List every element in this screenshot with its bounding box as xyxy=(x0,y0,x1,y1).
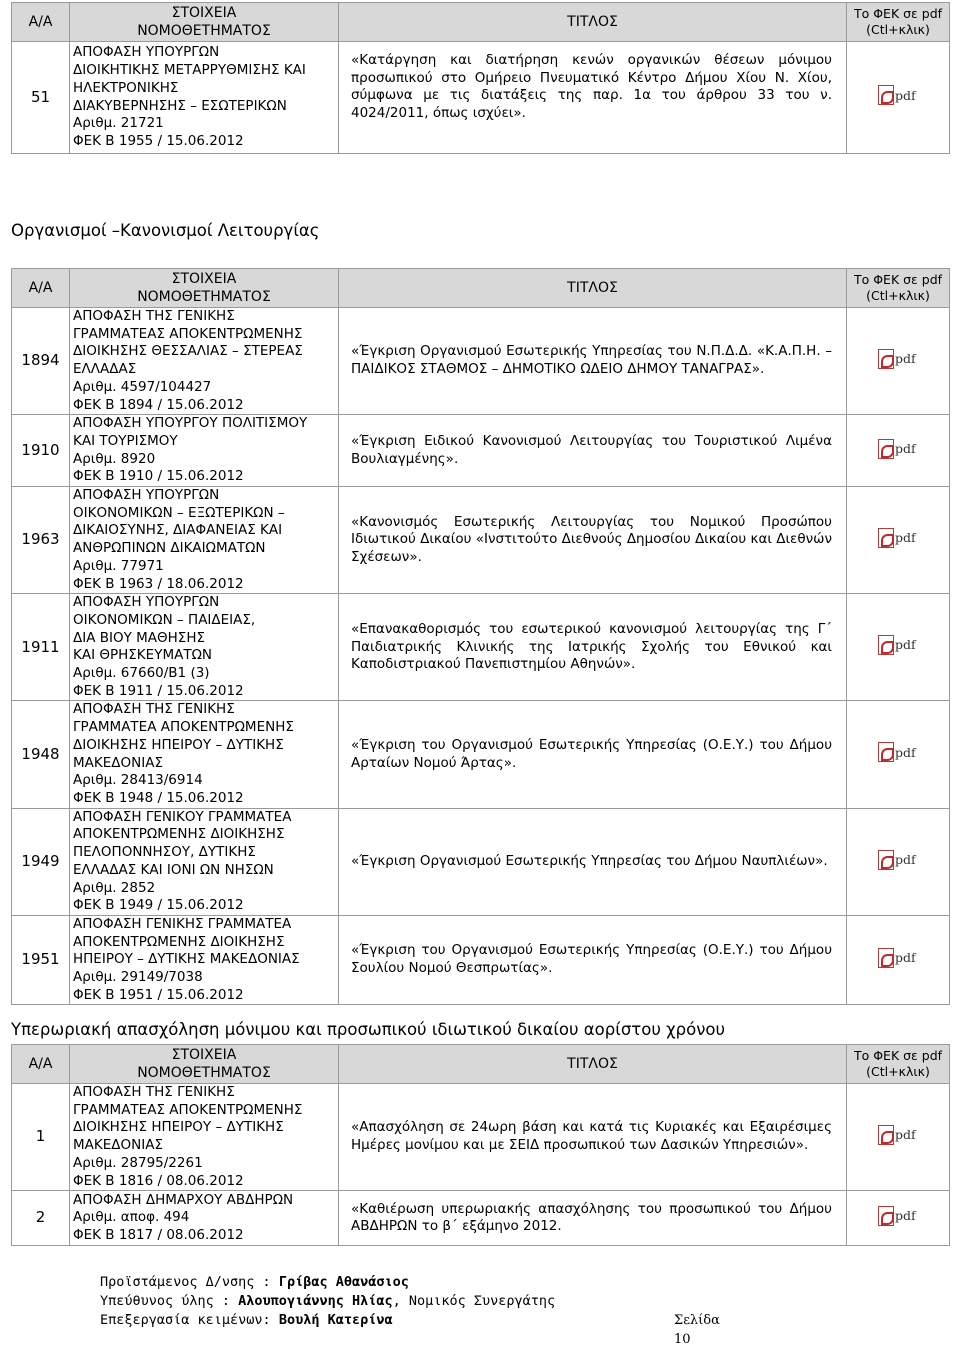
row-title: «Έγκριση του Οργανισμού Εσωτερικής Υπηρεσίας (Ο.Ε.Υ.) του Δήμου Σουλίου Νομού Θεσπρωτίας». xyxy=(339,915,847,1005)
row-aa: 51 xyxy=(12,42,70,154)
table-row xyxy=(12,701,950,808)
table-row xyxy=(12,487,950,594)
row-title: «Καθιέρωση υπερωριακής απασχόλησης του προσωπικού του Δήμου ΑΒΔΗΡΩΝ το β΄ εξάμηνο 2012. xyxy=(339,1191,847,1246)
row-pdf-cell xyxy=(847,42,950,154)
pdf-icon[interactable]: pdf xyxy=(878,527,918,550)
table-row xyxy=(12,42,950,154)
page-number: Σελίδα 10 xyxy=(674,1313,720,1347)
table-header xyxy=(12,1045,950,1084)
pdf-icon[interactable]: pdf xyxy=(878,1205,918,1228)
table-header xyxy=(12,269,950,308)
row-legislation: ΑΠΟΦΑΣΗ ΓΕΝΙΚΟΥ ΓΡΑΜΜΑΤΕΑ ΑΠΟΚΕΝΤΡΩΜΕΝΗΣ ΔΙΟΙΚΗΣΗΣ ΠΕΛΟΠΟΝΝΗΣΟΥ, ΔΥΤΙΚΗΣ ΕΛΛΑΔΑΣ ΚΑΙ ΙΟΝΙ ΩΝ ΝΗΣΩΝ Αριθμ. 2852 ΦΕΚ Β 1949 / 15.06.2012 xyxy=(70,808,339,915)
row-pdf-cell xyxy=(847,1191,950,1246)
table-row xyxy=(12,915,950,1005)
row-pdf-cell xyxy=(847,808,950,915)
pdf-icon[interactable]: pdf xyxy=(878,1124,918,1147)
row-aa: 1963 xyxy=(12,487,70,594)
pdf-icon[interactable]: pdf xyxy=(878,84,918,107)
header-pdf: Το ΦΕΚ σε pdf (Ctl+κλικ) xyxy=(847,3,950,42)
pdf-icon[interactable]: pdf xyxy=(878,848,918,871)
header-aa: Α/Α xyxy=(12,3,70,42)
row-pdf-cell xyxy=(847,701,950,808)
fek-table-2 xyxy=(11,268,950,1005)
row-pdf-cell xyxy=(847,308,950,415)
fek-table-1 xyxy=(11,2,950,154)
row-aa: 1910 xyxy=(12,415,70,487)
pdf-icon[interactable]: pdf xyxy=(878,437,918,460)
row-pdf-cell xyxy=(847,415,950,487)
table-row xyxy=(12,308,950,415)
row-legislation: ΑΠΟΦΑΣΗ ΥΠΟΥΡΓΟΥ ΠΟΛΙΤΙΣΜΟΥ ΚΑΙ ΤΟΥΡΙΣΜΟΥ Αριθμ. 8920 ΦΕΚ Β 1910 / 15.06.2012 xyxy=(70,415,339,487)
pdf-icon[interactable]: pdf xyxy=(878,947,918,970)
row-aa: 1949 xyxy=(12,808,70,915)
row-legislation: ΑΠΟΦΑΣΗ ΥΠΟΥΡΓΩΝ ΔΙΟΙΚΗΤΙΚΗΣ ΜΕΤΑΡΡΥΘΜΙΣΗΣ ΚΑΙ ΗΛΕΚΤΡΟΝΙΚΗΣ ΔΙΑΚΥΒΕΡΝΗΣΗΣ – ΕΣΩΤΕΡΙΚΩΝ Αριθμ. 21721 ΦΕΚ Β 1955 / 15.06.2012 xyxy=(70,42,339,154)
header-pdf: Το ΦΕΚ σε pdf (Ctl+κλικ) xyxy=(847,1045,950,1084)
row-title: «Έγκριση Οργανισμού Εσωτερικής Υπηρεσίας του Δήμου Ναυπλιέων». xyxy=(339,808,847,915)
header-aa: Α/Α xyxy=(12,269,70,308)
row-legislation: ΑΠΟΦΑΣΗ ΔΗΜΑΡΧΟΥ ΑΒΔΗΡΩΝ Αριθμ. αποφ. 494 ΦΕΚ Β 1817 / 08.06.2012 xyxy=(70,1191,339,1246)
header-titlos: ΤΙΤΛΟΣ xyxy=(339,269,847,308)
row-aa: 2 xyxy=(12,1191,70,1246)
row-aa: 1 xyxy=(12,1084,70,1191)
pdf-icon[interactable]: pdf xyxy=(878,634,918,657)
row-legislation: ΑΠΟΦΑΣΗ ΤΗΣ ΓΕΝΙΚΗΣ ΓΡΑΜΜΑΤΕΑΣ ΑΠΟΚΕΝΤΡΩΜΕΝΗΣ ΔΙΟΙΚΗΣΗΣ ΘΕΣΣΑΛΙΑΣ – ΣΤΕΡΕΑΣ ΕΛΛΑΔΑΣ Αριθμ. 4597/104427 ΦΕΚ Β 1894 / 15.06.2012 xyxy=(70,308,339,415)
row-title: «Κανονισμός Εσωτερικής Λειτουργίας του Νομικού Προσώπου Ιδιωτικού Δικαίου «Ινστιτούτο Διεθνούς Δημοσίου Δικαίου και Διεθνών Σχέσεων». xyxy=(339,487,847,594)
row-legislation: ΑΠΟΦΑΣΗ ΥΠΟΥΡΓΩΝ ΟΙΚΟΝΟΜΙΚΩΝ – ΠΑΙΔΕΙΑΣ, ΔΙΑ ΒΙΟΥ ΜΑΘΗΣΗΣ ΚΑΙ ΘΡΗΣΚΕΥΜΑΤΩΝ Αριθμ. 67660/Β1 (3) ΦΕΚ Β 1911 / 15.06.2012 xyxy=(70,594,339,701)
row-pdf-cell xyxy=(847,594,950,701)
page-footer xyxy=(100,1273,720,1347)
row-title: «Έγκριση Ειδικού Κανονισμού Λειτουργίας του Τουριστικού Λιμένα Βουλιαγμένης». xyxy=(339,415,847,487)
row-title: «Έγκριση Οργανισμού Εσωτερικής Υπηρεσίας του Ν.Π.Δ.Δ. «Κ.Α.Π.Η. – ΠΑΙΔΙΚΟΣ ΣΤΑΘΜΟΣ – ΔΗΜΟΤΙΚΟ ΩΔΕΙΟ ΔΗΜΟΥ ΤΑΝΑΓΡΑΣ». xyxy=(339,308,847,415)
row-title: «Κατάργηση και διατήρηση κενών οργανικών θέσεων μόνιμου προσωπικού στο Ομήρειο Πνευματικό Κέντρο Δήμου Χίου Ν. Χίου, σύμφωνα με τις διατάξεις της παρ. 1α του άρθρου 33 του ν. 4024/2011, όπως ισχύει». xyxy=(339,42,847,154)
table-row xyxy=(12,1191,950,1246)
table-row xyxy=(12,594,950,701)
row-aa: 1894 xyxy=(12,308,70,415)
header-stoixeia: ΣΤΟΙΧΕΙΑ ΝΟΜΟΘΕΤΗΜΑΤΟΣ xyxy=(70,269,339,308)
header-titlos: ΤΙΤΛΟΣ xyxy=(339,1045,847,1084)
fek-table-3 xyxy=(11,1044,950,1246)
row-title: «Έγκριση του Οργανισμού Εσωτερικής Υπηρεσίας (Ο.Ε.Υ.) του Δήμου Αρταίων Νομού Άρτας». xyxy=(339,701,847,808)
section-title-yperoriaki: Υπερωριακή απασχόληση μόνιμου και προσωπικού ιδιωτικού δικαίου αορίστου χρόνου xyxy=(11,1020,726,1039)
footer-line-director: Προϊστάμενος Δ/νσης : Γρίβας Αθανάσιος xyxy=(100,1274,409,1290)
header-stoixeia: ΣΤΟΙΧΕΙΑ ΝΟΜΟΘΕΤΗΜΑΤΟΣ xyxy=(70,3,339,42)
row-pdf-cell xyxy=(847,1084,950,1191)
row-legislation: ΑΠΟΦΑΣΗ ΤΗΣ ΓΕΝΙΚΗΣ ΓΡΑΜΜΑΤΕΑ ΑΠΟΚΕΝΤΡΩΜΕΝΗΣ ΔΙΟΙΚΗΣΗΣ ΗΠΕΙΡΟΥ – ΔΥΤΙΚΗΣ ΜΑΚΕΔΟΝΙΑΣ Αριθμ. 28413/6914 ΦΕΚ Β 1948 / 15.06.2012 xyxy=(70,701,339,808)
table-header xyxy=(12,3,950,42)
pdf-icon[interactable]: pdf xyxy=(878,348,918,371)
row-legislation: ΑΠΟΦΑΣΗ ΤΗΣ ΓΕΝΙΚΗΣ ΓΡΑΜΜΑΤΕΑΣ ΑΠΟΚΕΝΤΡΩΜΕΝΗΣ ΔΙΟΙΚΗΣΗΣ ΗΠΕΙΡΟΥ – ΔΥΤΙΚΗΣ ΜΑΚΕΔΟΝΙΑΣ Αριθμ. 28795/2261 ΦΕΚ Β 1816 / 08.06.2012 xyxy=(70,1084,339,1191)
header-titlos: ΤΙΤΛΟΣ xyxy=(339,3,847,42)
section-title-organismoi: Οργανισμοί –Κανονισμοί Λειτουργίας xyxy=(11,221,320,240)
pdf-icon[interactable]: pdf xyxy=(878,741,918,764)
row-aa: 1951 xyxy=(12,915,70,1005)
header-pdf: Το ΦΕΚ σε pdf (Ctl+κλικ) xyxy=(847,269,950,308)
header-aa: Α/Α xyxy=(12,1045,70,1084)
header-stoixeia: ΣΤΟΙΧΕΙΑ ΝΟΜΟΘΕΤΗΜΑΤΟΣ xyxy=(70,1045,339,1084)
row-title: «Απασχόληση σε 24ωρη βάση και κατά τις Κυριακές και Εξαιρέσιμες Ημέρες μονίμου και με ΣΕΙΔ προσωπικού των Δασικών Υπηρεσιών». xyxy=(339,1084,847,1191)
row-legislation: ΑΠΟΦΑΣΗ ΓΕΝΙΚΗΣ ΓΡΑΜΜΑΤΕΑ ΑΠΟΚΕΝΤΡΩΜΕΝΗΣ ΔΙΟΙΚΗΣΗΣ ΗΠΕΙΡΟΥ – ΔΥΤΙΚΗΣ ΜΑΚΕΔΟΝΙΑΣ Αριθμ. 29149/7038 ΦΕΚ Β 1951 / 15.06.2012 xyxy=(70,915,339,1005)
row-title: «Επανακαθορισμός του εσωτερικού κανονισμού λειτουργίας της Γ΄ Παιδιατρικής Κλινικής της Ιατρικής Σχολής του Εθνικού και Καποδιστριακού Πανεπιστημίου Αθηνών». xyxy=(339,594,847,701)
footer-line-responsible: Υπεύθυνος ύλης : Αλουπογιάννης Ηλίας, Νομικός Συνεργάτης xyxy=(100,1293,556,1309)
row-legislation: ΑΠΟΦΑΣΗ ΥΠΟΥΡΓΩΝ ΟΙΚΟΝΟΜΙΚΩΝ – ΕΞΩΤΕΡΙΚΩΝ – ΔΙΚΑΙΟΣΥΝΗΣ, ΔΙΑΦΑΝΕΙΑΣ ΚΑΙ ΑΝΘΡΩΠΙΝΩΝ ΔΙΚΑΙΩΜΑΤΩΝ Αριθμ. 77971 ΦΕΚ Β 1963 / 18.06.2012 xyxy=(70,487,339,594)
row-pdf-cell xyxy=(847,487,950,594)
row-pdf-cell xyxy=(847,915,950,1005)
footer-line-editing: Επεξεργασία κειμένων: Βουλή Κατερίνα Σελίδα 10 xyxy=(100,1312,720,1347)
table-row xyxy=(12,415,950,487)
table-row xyxy=(12,1084,950,1191)
table-row xyxy=(12,808,950,915)
row-aa: 1911 xyxy=(12,594,70,701)
row-aa: 1948 xyxy=(12,701,70,808)
